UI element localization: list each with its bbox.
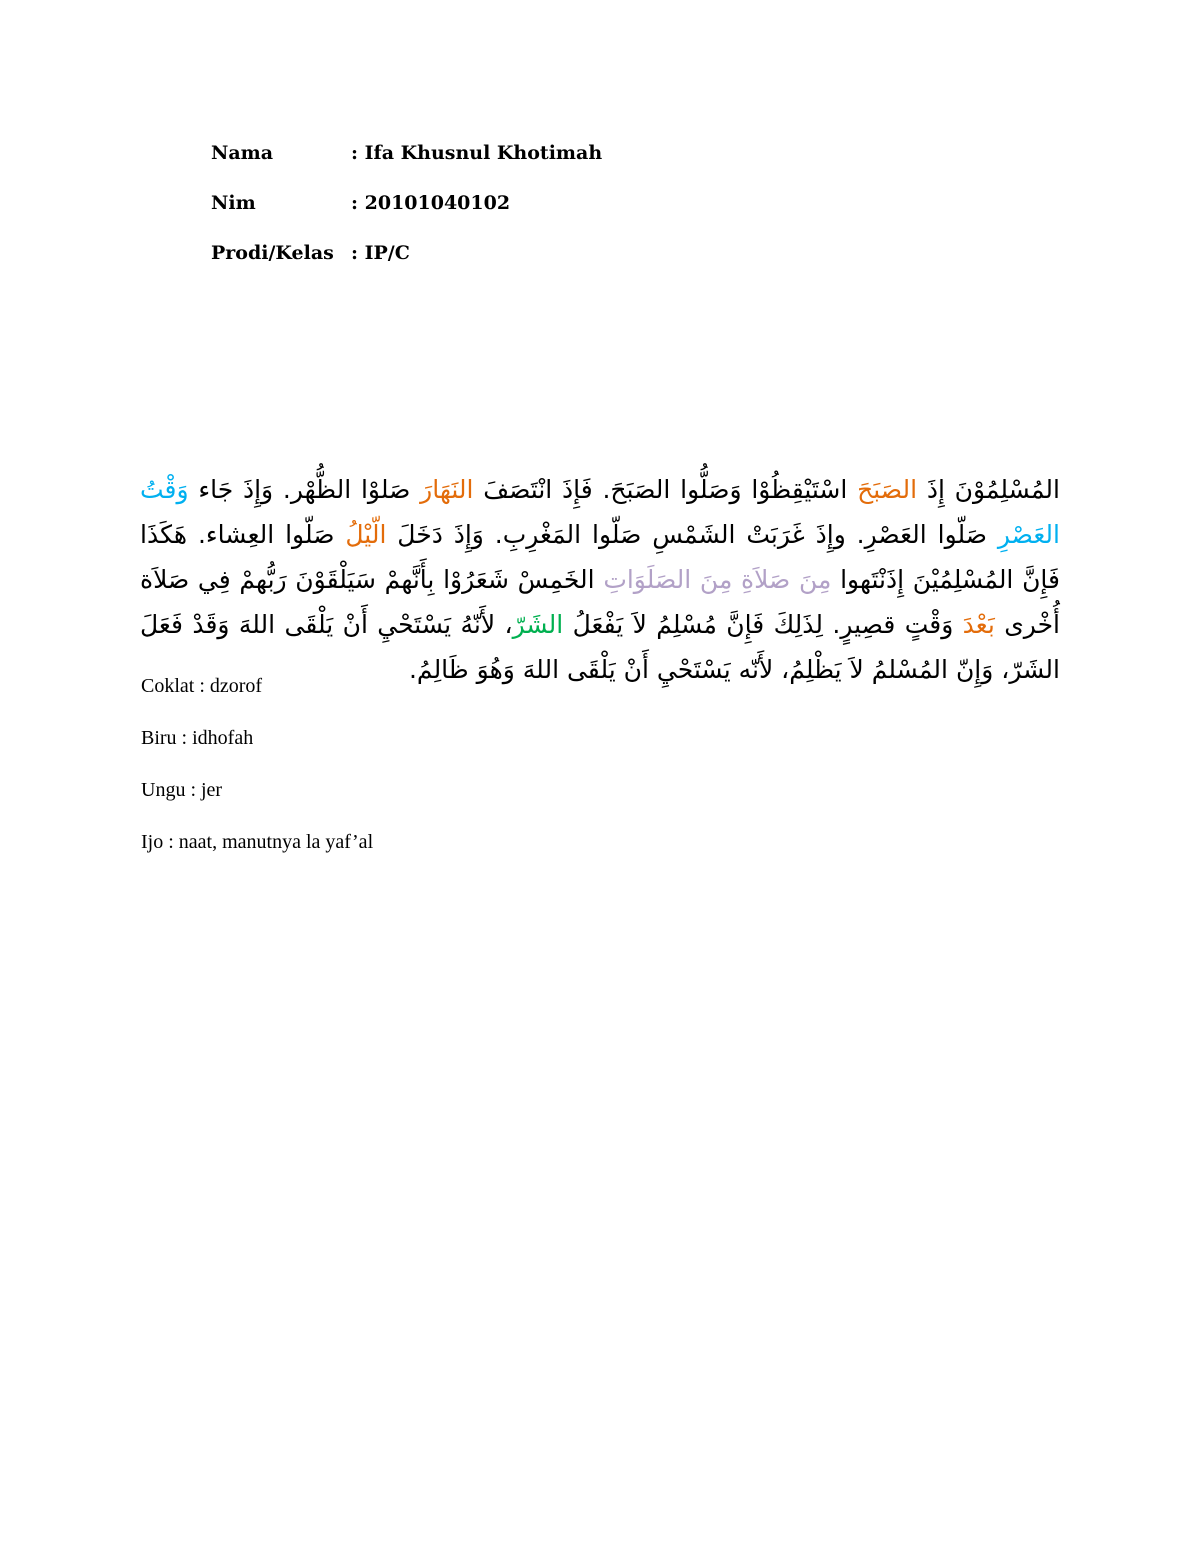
identity-value: : 20101040102	[351, 192, 511, 214]
highlight-purple: مِنَ صَلاَةِ مِنَ الصَلَوَاتِ	[603, 565, 832, 594]
identity-row-name	[211, 142, 602, 192]
arabic-text-segment: المُسْلِمُوْنَ إِذَ	[917, 475, 1060, 504]
identity-label: Nama	[211, 142, 274, 164]
arabic-text-segment: ، لأَنّهُ يَسْتَحْيِ أَنْ يَلْقَى اللهَ وَقَدْ فَعَلَ الشَرّ، وَإِنّ المُسْلمُ لاَ يَظْلِمُ، لأَنّه يَسْتَحْيِ أَنْ يَلْقَى اللهَ وَهُوَ ظَالِمُ.	[140, 610, 1060, 684]
legend-item-brown: Coklat : dzorof	[141, 675, 263, 697]
highlight-brown: بَعْدَ	[962, 610, 995, 639]
arabic-text-segment: صَلّوا العَصْرِ. وإِذَ غَرَبَتْ الشَمْسِ صَلّوا المَغْرِبِ. وَإِذَ دَخَلَ	[386, 520, 998, 549]
arabic-text-segment: اسْتَيْقِظُوْا وَصَلُّوا الصَبَحَ. فَإِذَ انْتَصَفَ	[473, 475, 858, 504]
color-legend	[141, 675, 373, 883]
arabic-text-segment: الخَمِسْ شَعَرُوْا بِأَنَّهمْ سَيَلْقَوْنَ رَبُّهمْ فِي صَلاَة أُخْرى	[140, 565, 1060, 639]
student-identity	[211, 142, 602, 292]
identity-row-class	[211, 242, 602, 292]
identity-label: Prodi/Kelas	[211, 242, 334, 264]
arabic-text-segment: صَلوْا الظُّهْر. وَإِذَ جَاء	[188, 475, 421, 504]
arabic-text-segment: وَقْتٍ قصِيرٍ. لِذَلِكَ فَإِنَّ مُسْلِمُ لاَ يَفْعَلُ	[563, 610, 963, 639]
highlight-brown: الصَبَحَ	[857, 475, 918, 504]
highlight-brown: الّيْلُ	[345, 520, 387, 549]
legend-item-green: Ijo : naat, manutnya la yaf’al	[141, 831, 374, 853]
highlight-blue: وَقْتُ العَصْرِ	[140, 475, 1060, 549]
identity-value: : IP/C	[351, 242, 410, 264]
highlight-green: الشَرّ	[512, 610, 564, 639]
identity-label: Nim	[211, 192, 256, 214]
identity-row-nim	[211, 192, 602, 242]
highlight-brown: النَهَارَ	[420, 475, 474, 504]
identity-value: : Ifa Khusnul Khotimah	[351, 142, 603, 164]
arabic-text-segment: صَلّوا العِشاء. هَكَذَا فَإِنَّ المُسْلِمُيْنَ إِذَنْتَهوا	[140, 520, 1061, 594]
arabic-paragraph	[140, 467, 1060, 692]
legend-item-blue: Biru : idhofah	[141, 727, 254, 749]
legend-item-purple: Ungu : jer	[141, 779, 223, 801]
